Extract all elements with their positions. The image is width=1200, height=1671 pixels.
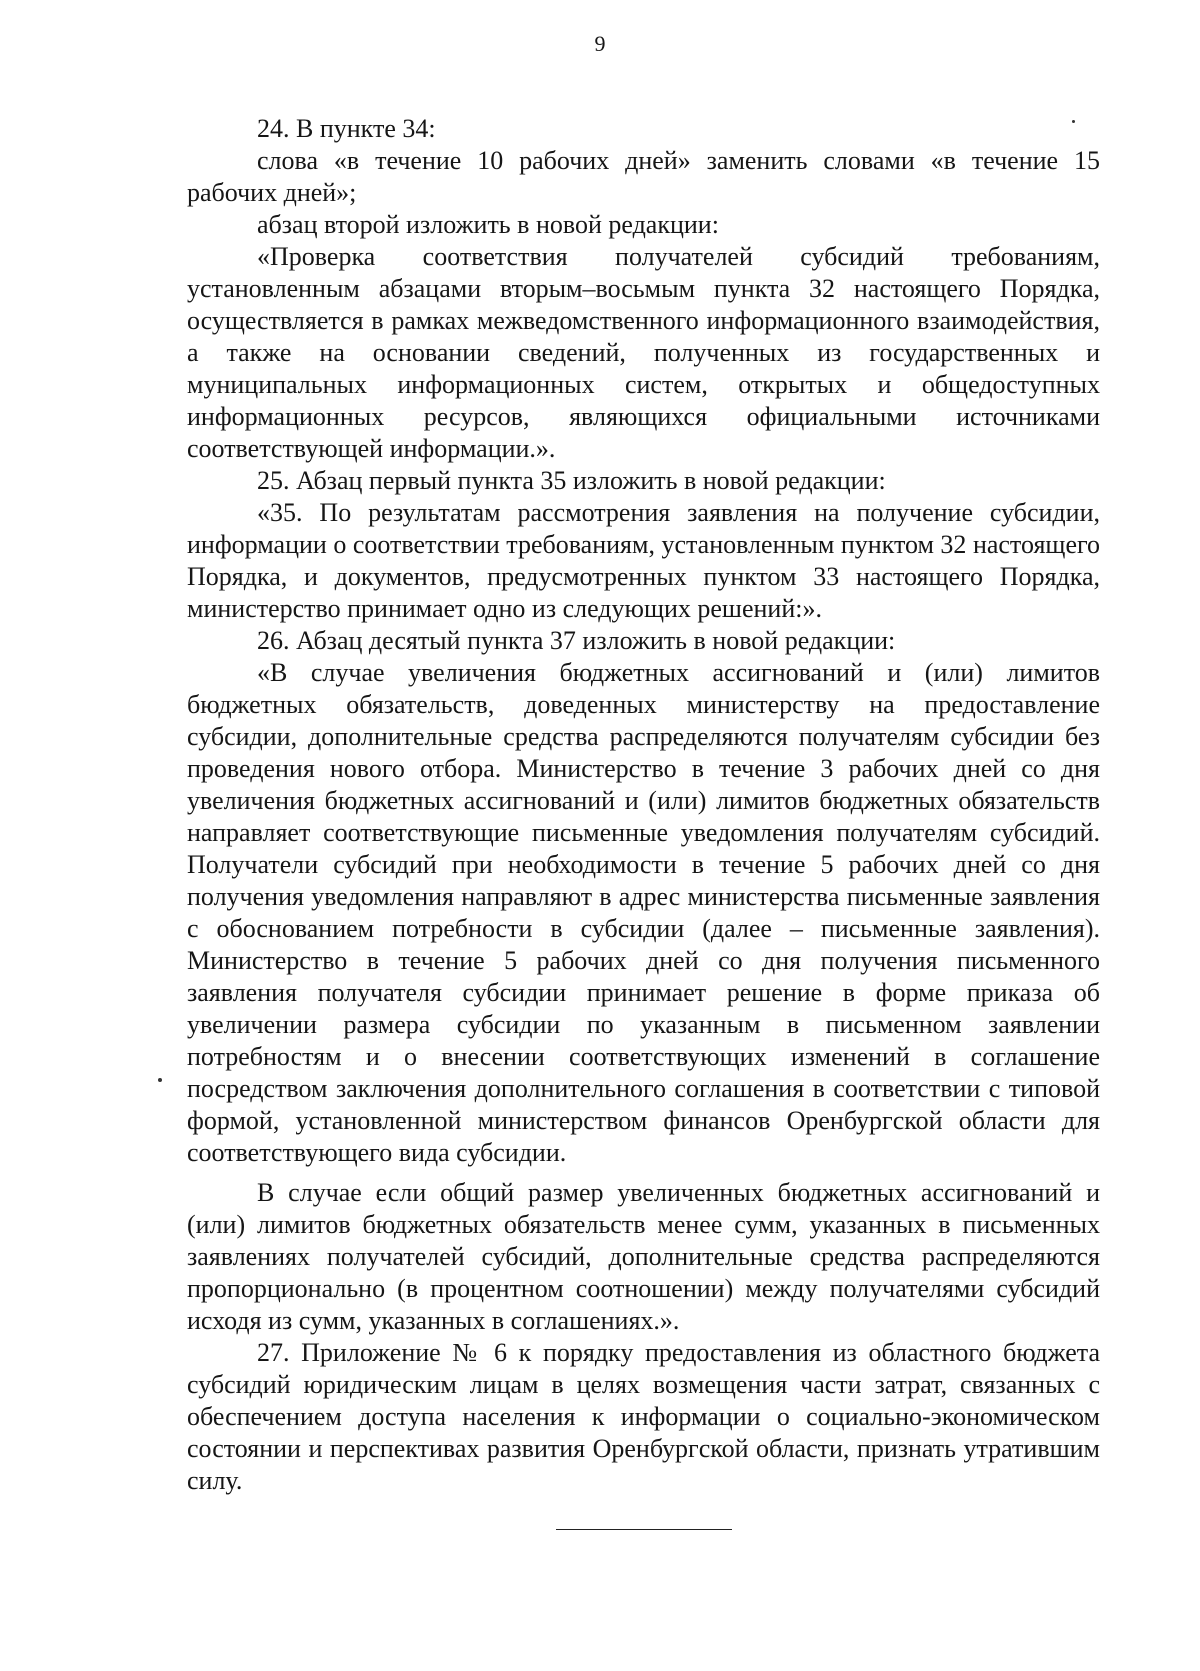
paragraph-item-26: 26. Абзац десятый пункта 37 изложить в новой редакции:	[257, 626, 896, 655]
document-body	[187, 113, 1100, 1497]
scan-speck	[1072, 120, 1075, 123]
scan-speck	[158, 1078, 162, 1082]
paragraph-item-24: 24. В пункте 34:	[257, 114, 436, 143]
closing-rule	[556, 1529, 732, 1530]
page-number: 9	[594, 31, 606, 56]
paragraph-item-35-quote: «35. По результатам рассмотрения заявления на получение субсидии, информации о соответствии требованиям, установленным пунктом 32 настоящего Порядка, и документов, предусмотренных пунктом 33 настоящего Порядка, министерство принимает одно из следующих решений:».	[187, 498, 1100, 623]
paragraph-verification-quote: «Проверка соответствия получателей субсидий требованиям, установленным абзацами вторым–восьмым пункта 32 настоящего Порядка, осуществляется в рамках межведомственного информационного взаимодействия, а также на основании сведений, полученных из государственных и муниципальных информационных систем, открытых и общедоступных информационных ресурсов, являющихся официальными источниками соответствующей информации.».	[187, 242, 1100, 463]
paragraph-proportional-distribution: В случае если общий размер увеличенных бюджетных ассигнований и (или) лимитов бюджетных обязательств менее сумм, указанных в письменных заявлениях получателей субсидий, дополнительные средства распределяются пропорционально (в процентном соотношении) между получателями субсидий исходя из сумм, указанных в соглашениях.».	[187, 1178, 1100, 1335]
paragraph-item-27: 27. Приложение № 6 к порядку предоставления из областного бюджета субсидий юридическим лицам в целях возмещения части затрат, связанных с обеспечением доступа населения к информации о социально-экономическом состоянии и перспективах развития Оренбургской области, признать утратившим силу.	[187, 1338, 1100, 1495]
paragraph-second-abzac: абзац второй изложить в новой редакции:	[257, 210, 719, 239]
paragraph-budget-increase-quote: «В случае увеличения бюджетных ассигнований и (или) лимитов бюджетных обязательств, доведенных министерству на предоставление субсидии, дополнительные средства распределяются получателям субсидии без проведения нового отбора. Министерство в течение 3 рабочих дней со дня увеличения бюджетных ассигнований и (или) лимитов бюджетных обязательств направляет соответствующие письменные уведомления получателям субсидий. Получатели субсидий при необходимости в течение 5 рабочих дней со дня получения уведомления направляют в адрес министерства письменные заявления с обоснованием потребности в субсидии (далее – письменные заявления). Министерство в течение 5 рабочих дней со дня получения письменного заявления получателя субсидии принимает решение в форме приказа об увеличении размера субсидии по указанным в письменном заявлении потребностям и о внесении соответствующих изменений в соглашение посредством заключения дополнительного соглашения в соответствии с типовой формой, установленной министерством финансов Оренбургской области для соответствующего вида субсидии.	[187, 658, 1100, 1167]
paragraph-replace-words: слова «в течение 10 рабочих дней» заменить словами «в течение 15 рабочих дней»;	[187, 146, 1100, 207]
paragraph-item-25: 25. Абзац первый пункта 35 изложить в новой редакции:	[257, 466, 886, 495]
